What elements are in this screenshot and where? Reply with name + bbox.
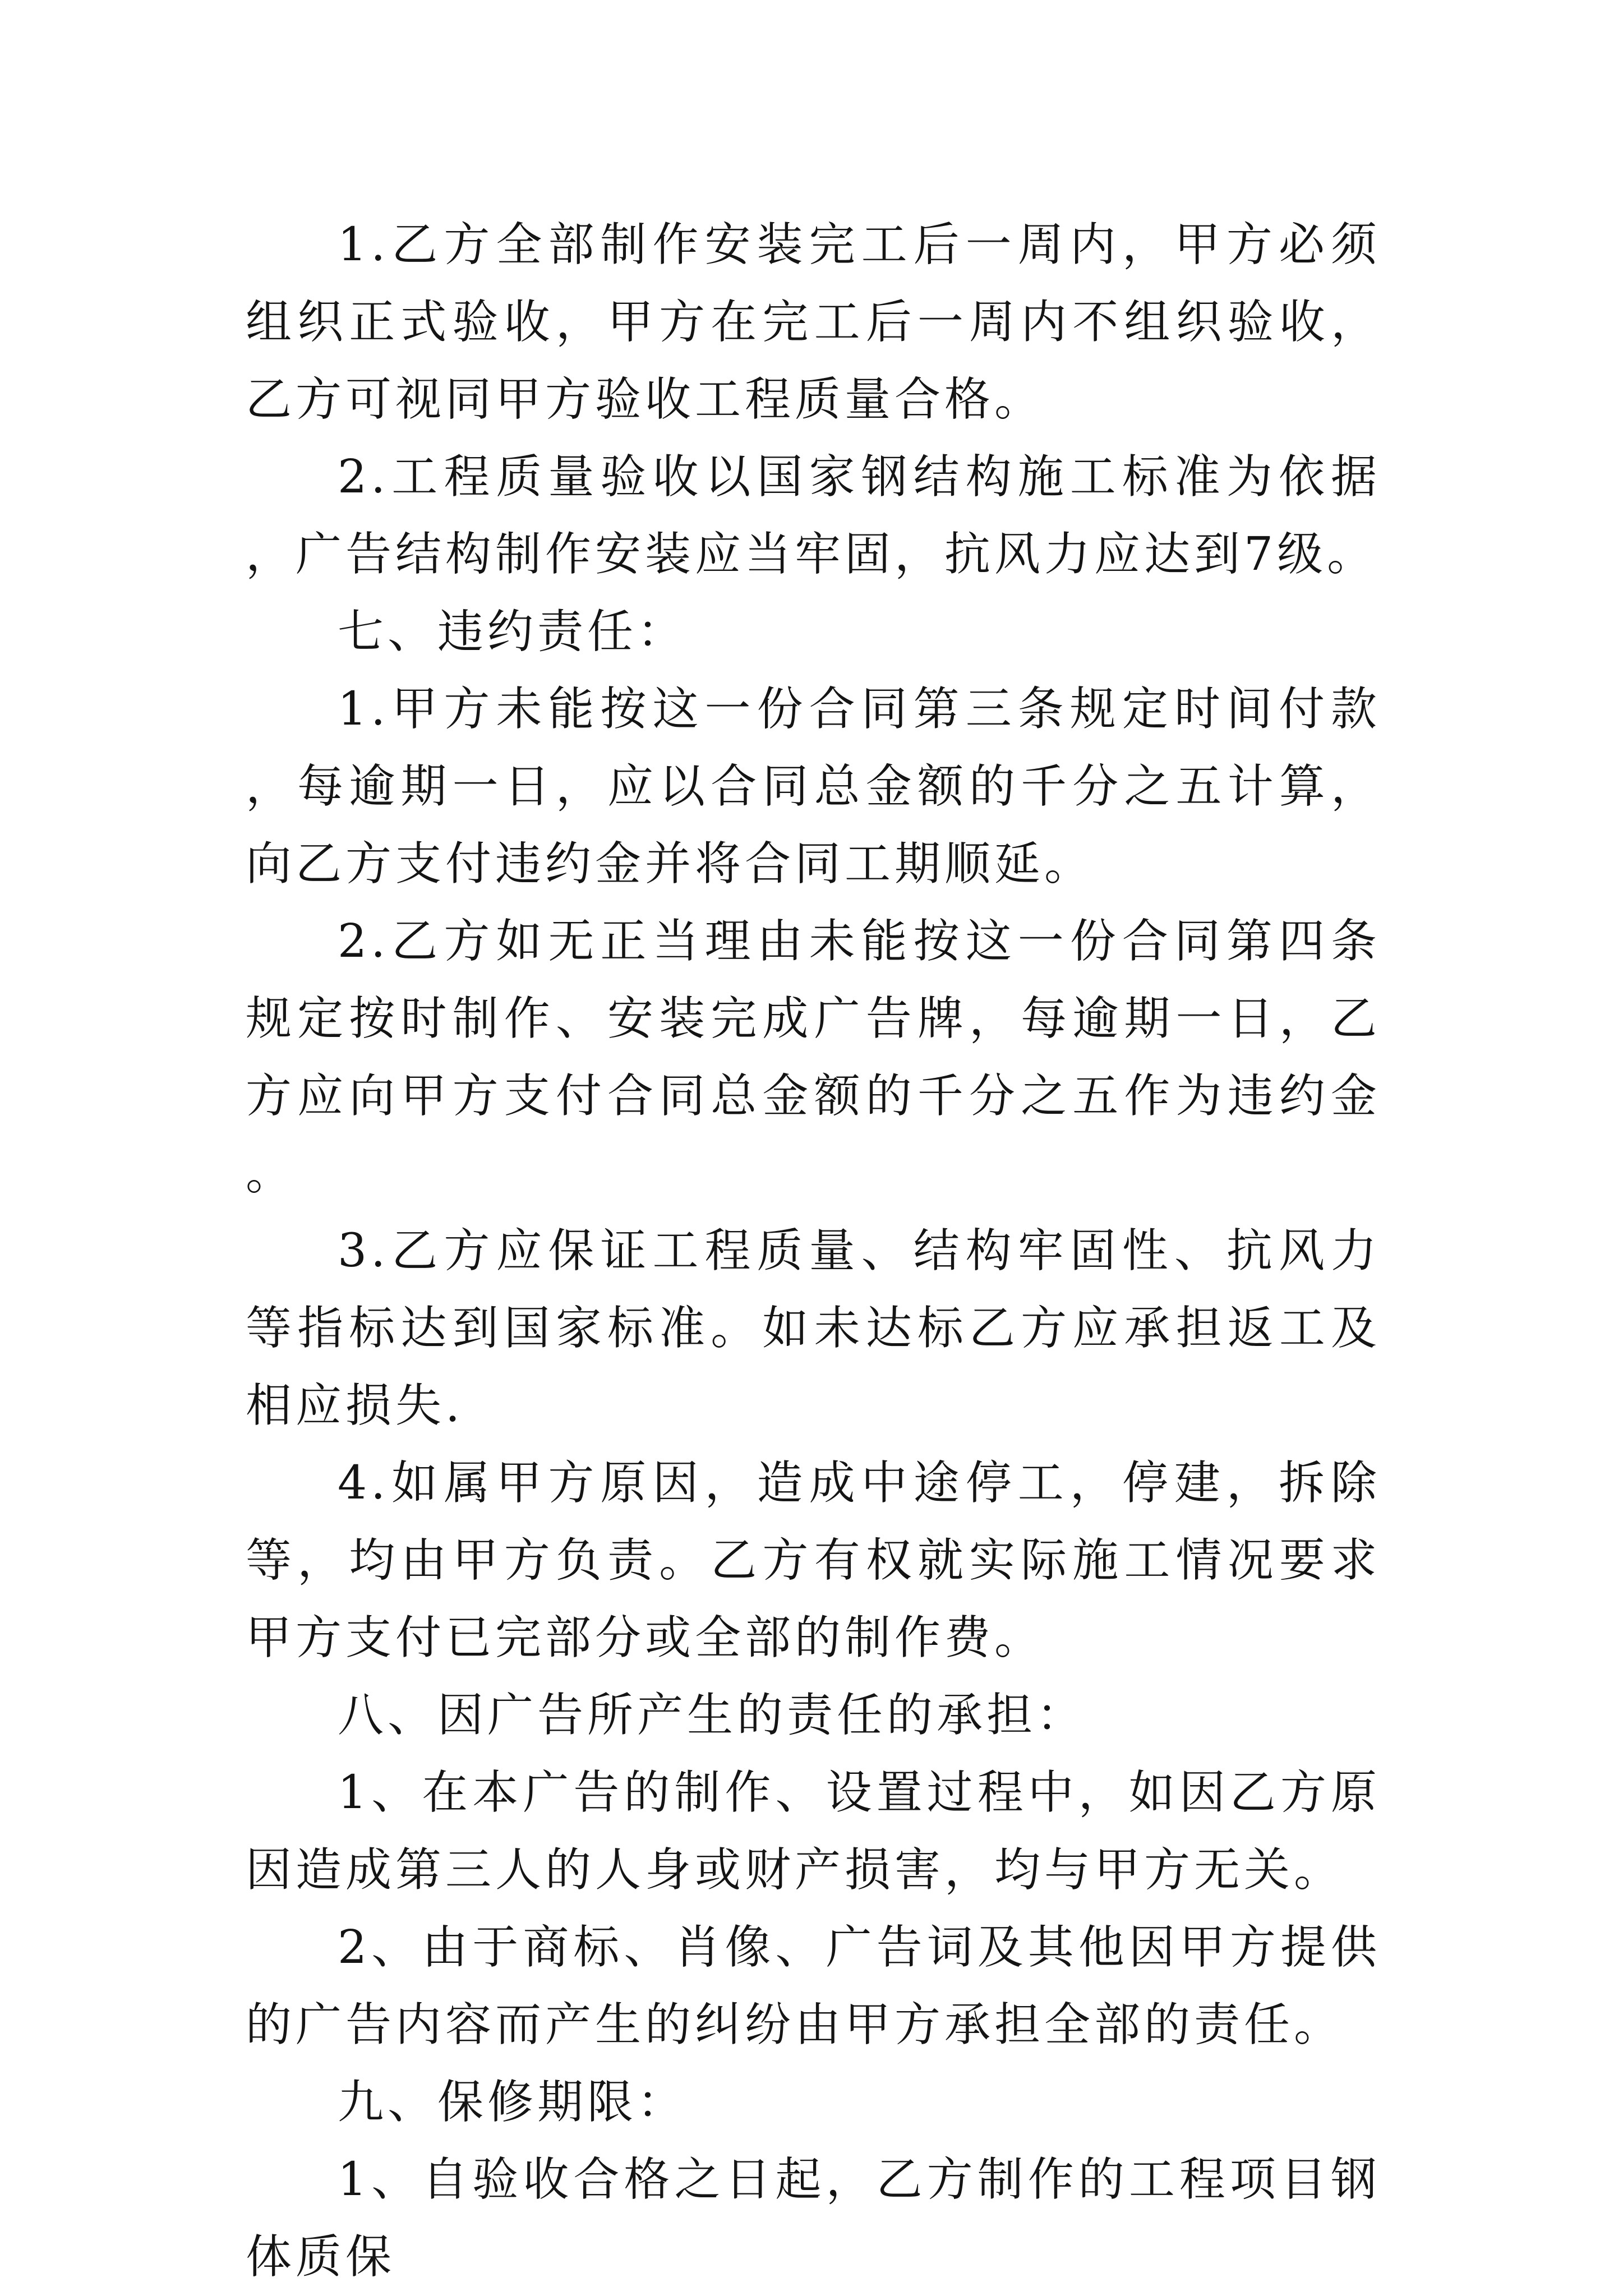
section-heading-8: 八、因广告所产生的责任的承担： xyxy=(338,1689,1087,1742)
section-heading-9: 九、保修期限： xyxy=(338,2076,688,2129)
clause-8-item-2: 2、由于商标、肖像、广告词及其他因甲方提供的广告内容而产生的纠纷由甲方承担全部的责任。 xyxy=(246,1921,1381,2051)
clause-7-item-3: 3.乙方应保证工程质量、结构牢固性、抗风力等指标达到国家标准。如未达标乙方应承担返工及相应损失. xyxy=(246,1224,1381,1432)
clause-7-item-1: 1.甲方未能按这一份合同第三条规定时间付款，每逾期一日，应以合同总金额的千分之五计算，向乙方支付违约金并将合同工期顺延。 xyxy=(246,683,1381,891)
document-body xyxy=(246,206,1381,2296)
clause-6-item-1: 1.乙方全部制作安装完工后一周内，甲方必须组织正式验收，甲方在完工后一周内不组织验收，乙方可视同甲方验收工程质量合格。 xyxy=(246,218,1381,426)
clause-7-item-4: 4.如属甲方原因，造成中途停工，停建，拆除等，均由甲方负责。乙方有权就实际施工情况要求甲方支付已完部分或全部的制作费。 xyxy=(246,1456,1381,1665)
clause-7-item-2: 2.乙方如无正当理由未能按这一份合同第四条规定按时制作、安装完成广告牌，每逾期一日，乙方应向甲方支付合同总金额的千分之五作为违约金。 xyxy=(246,915,1381,1200)
section-heading-7: 七、违约责任： xyxy=(338,605,688,658)
clause-9-item-1: 1、自验收合格之日起，乙方制作的工程项目钢体质保 xyxy=(246,2153,1381,2284)
clause-8-item-1: 1、在本广告的制作、设置过程中，如因乙方原因造成第三人的人身或财产损害，均与甲方无关。 xyxy=(246,1766,1381,1897)
clause-6-item-2: 2.工程质量验收以国家钢结构施工标准为依据，广告结构制作安装应当牢固，抗风力应达到7级。 xyxy=(246,450,1381,581)
